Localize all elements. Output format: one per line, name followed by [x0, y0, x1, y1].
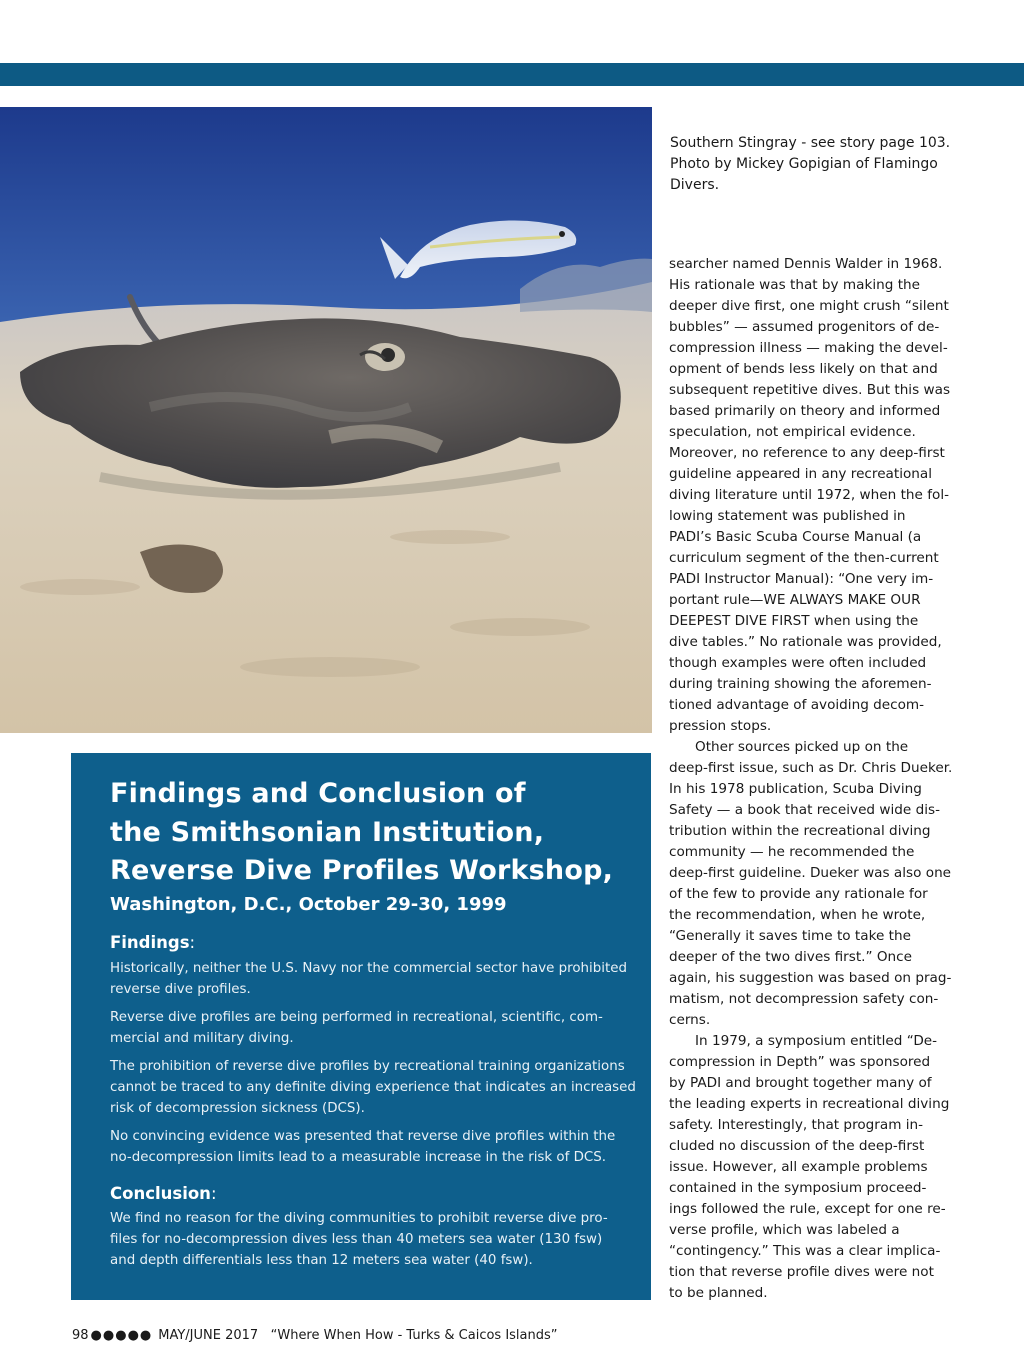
article-line: by PADI and brought together many of	[669, 1075, 932, 1091]
sidebar-title-line: the Smithsonian Institution,	[110, 816, 545, 848]
article-line: searcher named Dennis Walder in 1968.	[669, 256, 943, 272]
article-line: contained in the symposium proceed-	[669, 1180, 927, 1196]
article-line: deep-first guideline. Dueker was also one	[669, 865, 952, 881]
conclusion-line: and depth differentials less than 12 meters sea water (40 fsw).	[110, 1253, 533, 1268]
article-line: subsequent repetitive dives. But this was	[669, 382, 951, 398]
article-line: Moreover, no reference to any deep-first	[669, 445, 945, 461]
article-line: Other sources picked up on the	[695, 739, 909, 755]
article-line: tribution within the recreational diving	[669, 823, 931, 839]
article-line: His rationale was that by making the	[669, 277, 921, 293]
findings-sidebar	[71, 753, 651, 1300]
article-line: PADI’s Basic Scuba Course Manual (a	[669, 529, 922, 545]
photo-caption	[670, 133, 970, 196]
conclusion-paragraph	[110, 1208, 640, 1271]
article-line: verse profile, which was labeled a	[669, 1222, 900, 1238]
caption-line: Divers.	[670, 177, 720, 193]
article-line: deeper dive first, one might crush “silent	[669, 298, 949, 314]
finding-line: Historically, neither the U.S. Navy nor the commercial sector have prohibited	[110, 961, 627, 976]
heading-colon: :	[210, 1184, 217, 1203]
findings-heading	[110, 932, 195, 954]
article-line: speculation, not empirical evidence.	[669, 424, 916, 440]
page-number: 98	[72, 1328, 89, 1343]
article-line: to be planned.	[669, 1285, 768, 1301]
article-line: pression stops.	[669, 718, 772, 734]
finding-line: risk of decompression sickness (DCS).	[110, 1101, 365, 1116]
article-line: tioned advantage of avoiding decom-	[669, 697, 925, 713]
article-line: curriculum segment of the then-current	[669, 550, 939, 566]
article-line: ings followed the rule, except for one re-	[669, 1201, 946, 1217]
article-line: of the few to provide any rationale for	[669, 886, 928, 902]
publication-name: “Where When How - Turks & Caicos Islands”	[270, 1328, 558, 1343]
finding-paragraph	[110, 1126, 640, 1168]
finding-line: No convincing evidence was presented that reverse dive profiles within the	[110, 1129, 616, 1144]
article-line: “Generally it saves time to take the	[669, 928, 911, 944]
article-line: DEEPEST DIVE FIRST when using the	[669, 613, 919, 629]
finding-paragraph	[110, 1007, 640, 1049]
article-line: compression in Depth” was sponsored	[669, 1054, 931, 1070]
article-line: deeper of the two dives first.” Once	[669, 949, 913, 965]
article-line: issue. However, all example problems	[669, 1159, 928, 1175]
sidebar-subtitle: Washington, D.C., October 29-30, 1999	[110, 894, 507, 915]
page-footer	[72, 1328, 558, 1343]
conclusion-heading-text: Conclusion	[110, 1184, 211, 1203]
conclusion-line: We find no reason for the diving communities to prohibit reverse dive pro-	[110, 1211, 608, 1226]
article-line: diving literature until 1972, when the fol-	[669, 487, 949, 503]
article-line: lowing statement was published in	[669, 508, 906, 524]
header-color-band	[0, 63, 1024, 86]
article-line: dive tables.” No rationale was provided,	[669, 634, 942, 650]
article-line: “contingency.” This was a clear implica-	[669, 1243, 941, 1259]
article-line: In his 1978 publication, Scuba Diving	[669, 781, 922, 797]
article-line: community — he recommended the	[669, 844, 915, 860]
article-line: safety. Interestingly, that program in-	[669, 1117, 924, 1133]
finding-line: no-decompression limits lead to a measurable increase in the risk of DCS.	[110, 1150, 606, 1165]
finding-line: Reverse dive profiles are being performed in recreational, scientific, com-	[110, 1010, 603, 1025]
article-line: Safety — a book that received wide dis-	[669, 802, 940, 818]
sidebar-title-line: Reverse Dive Profiles Workshop,	[110, 855, 614, 886]
article-line: the recommendation, when he wrote,	[669, 907, 926, 923]
caption-line: Photo by Mickey Gopigian of Flamingo	[670, 156, 938, 172]
footer-dots: ●●●●●	[90, 1328, 153, 1343]
caption-line: Southern Stingray - see story page 103.	[670, 135, 951, 151]
stingray-photo	[0, 107, 652, 733]
sidebar-title-line: Findings and Conclusion of	[110, 778, 526, 809]
finding-line: reverse dive profiles.	[110, 982, 251, 997]
conclusion-line: files for no-decompression dives less than 40 meters sea water (130 fsw)	[110, 1232, 603, 1247]
article-line: based primarily on theory and informed	[669, 403, 941, 419]
findings-heading-text: Findings	[110, 933, 190, 952]
article-body	[669, 254, 959, 1304]
article-line: though examples were often included	[669, 655, 927, 671]
finding-paragraph	[110, 958, 640, 1000]
finding-line: cannot be traced to any definite diving experience that indicates an increased	[110, 1080, 636, 1095]
article-line: the leading experts in recreational diving	[669, 1096, 950, 1112]
finding-paragraph	[110, 1056, 640, 1119]
finding-line: The prohibition of reverse dive profiles by recreational training organizations	[110, 1059, 625, 1074]
article-line: guideline appeared in any recreational	[669, 466, 933, 482]
article-line: during training showing the aforemen-	[669, 676, 932, 692]
article-line: deep-first issue, such as Dr. Chris Dueker.	[669, 760, 953, 776]
article-line: PADI Instructor Manual): “One very im-	[669, 571, 934, 587]
heading-colon: :	[189, 933, 196, 952]
finding-line: mercial and military diving.	[110, 1031, 294, 1046]
article-line: cerns.	[669, 1012, 711, 1028]
article-line: In 1979, a symposium entitled “De-	[695, 1033, 938, 1049]
article-line: tion that reverse profile dives were not	[669, 1264, 934, 1280]
article-line: again, his suggestion was based on prag-	[669, 970, 952, 986]
article-line: cluded no discussion of the deep-first	[669, 1138, 925, 1154]
article-line: matism, not decompression safety con-	[669, 991, 939, 1007]
article-line: compression illness — making the devel-	[669, 340, 948, 356]
issue-date: MAY/JUNE 2017	[158, 1328, 259, 1343]
article-line: opment of bends less likely on that and	[669, 361, 938, 377]
article-line: bubbles” — assumed progenitors of de-	[669, 319, 940, 335]
conclusion-heading	[110, 1183, 217, 1205]
article-line: portant rule—WE ALWAYS MAKE OUR	[669, 592, 921, 608]
sidebar-title	[110, 775, 613, 891]
